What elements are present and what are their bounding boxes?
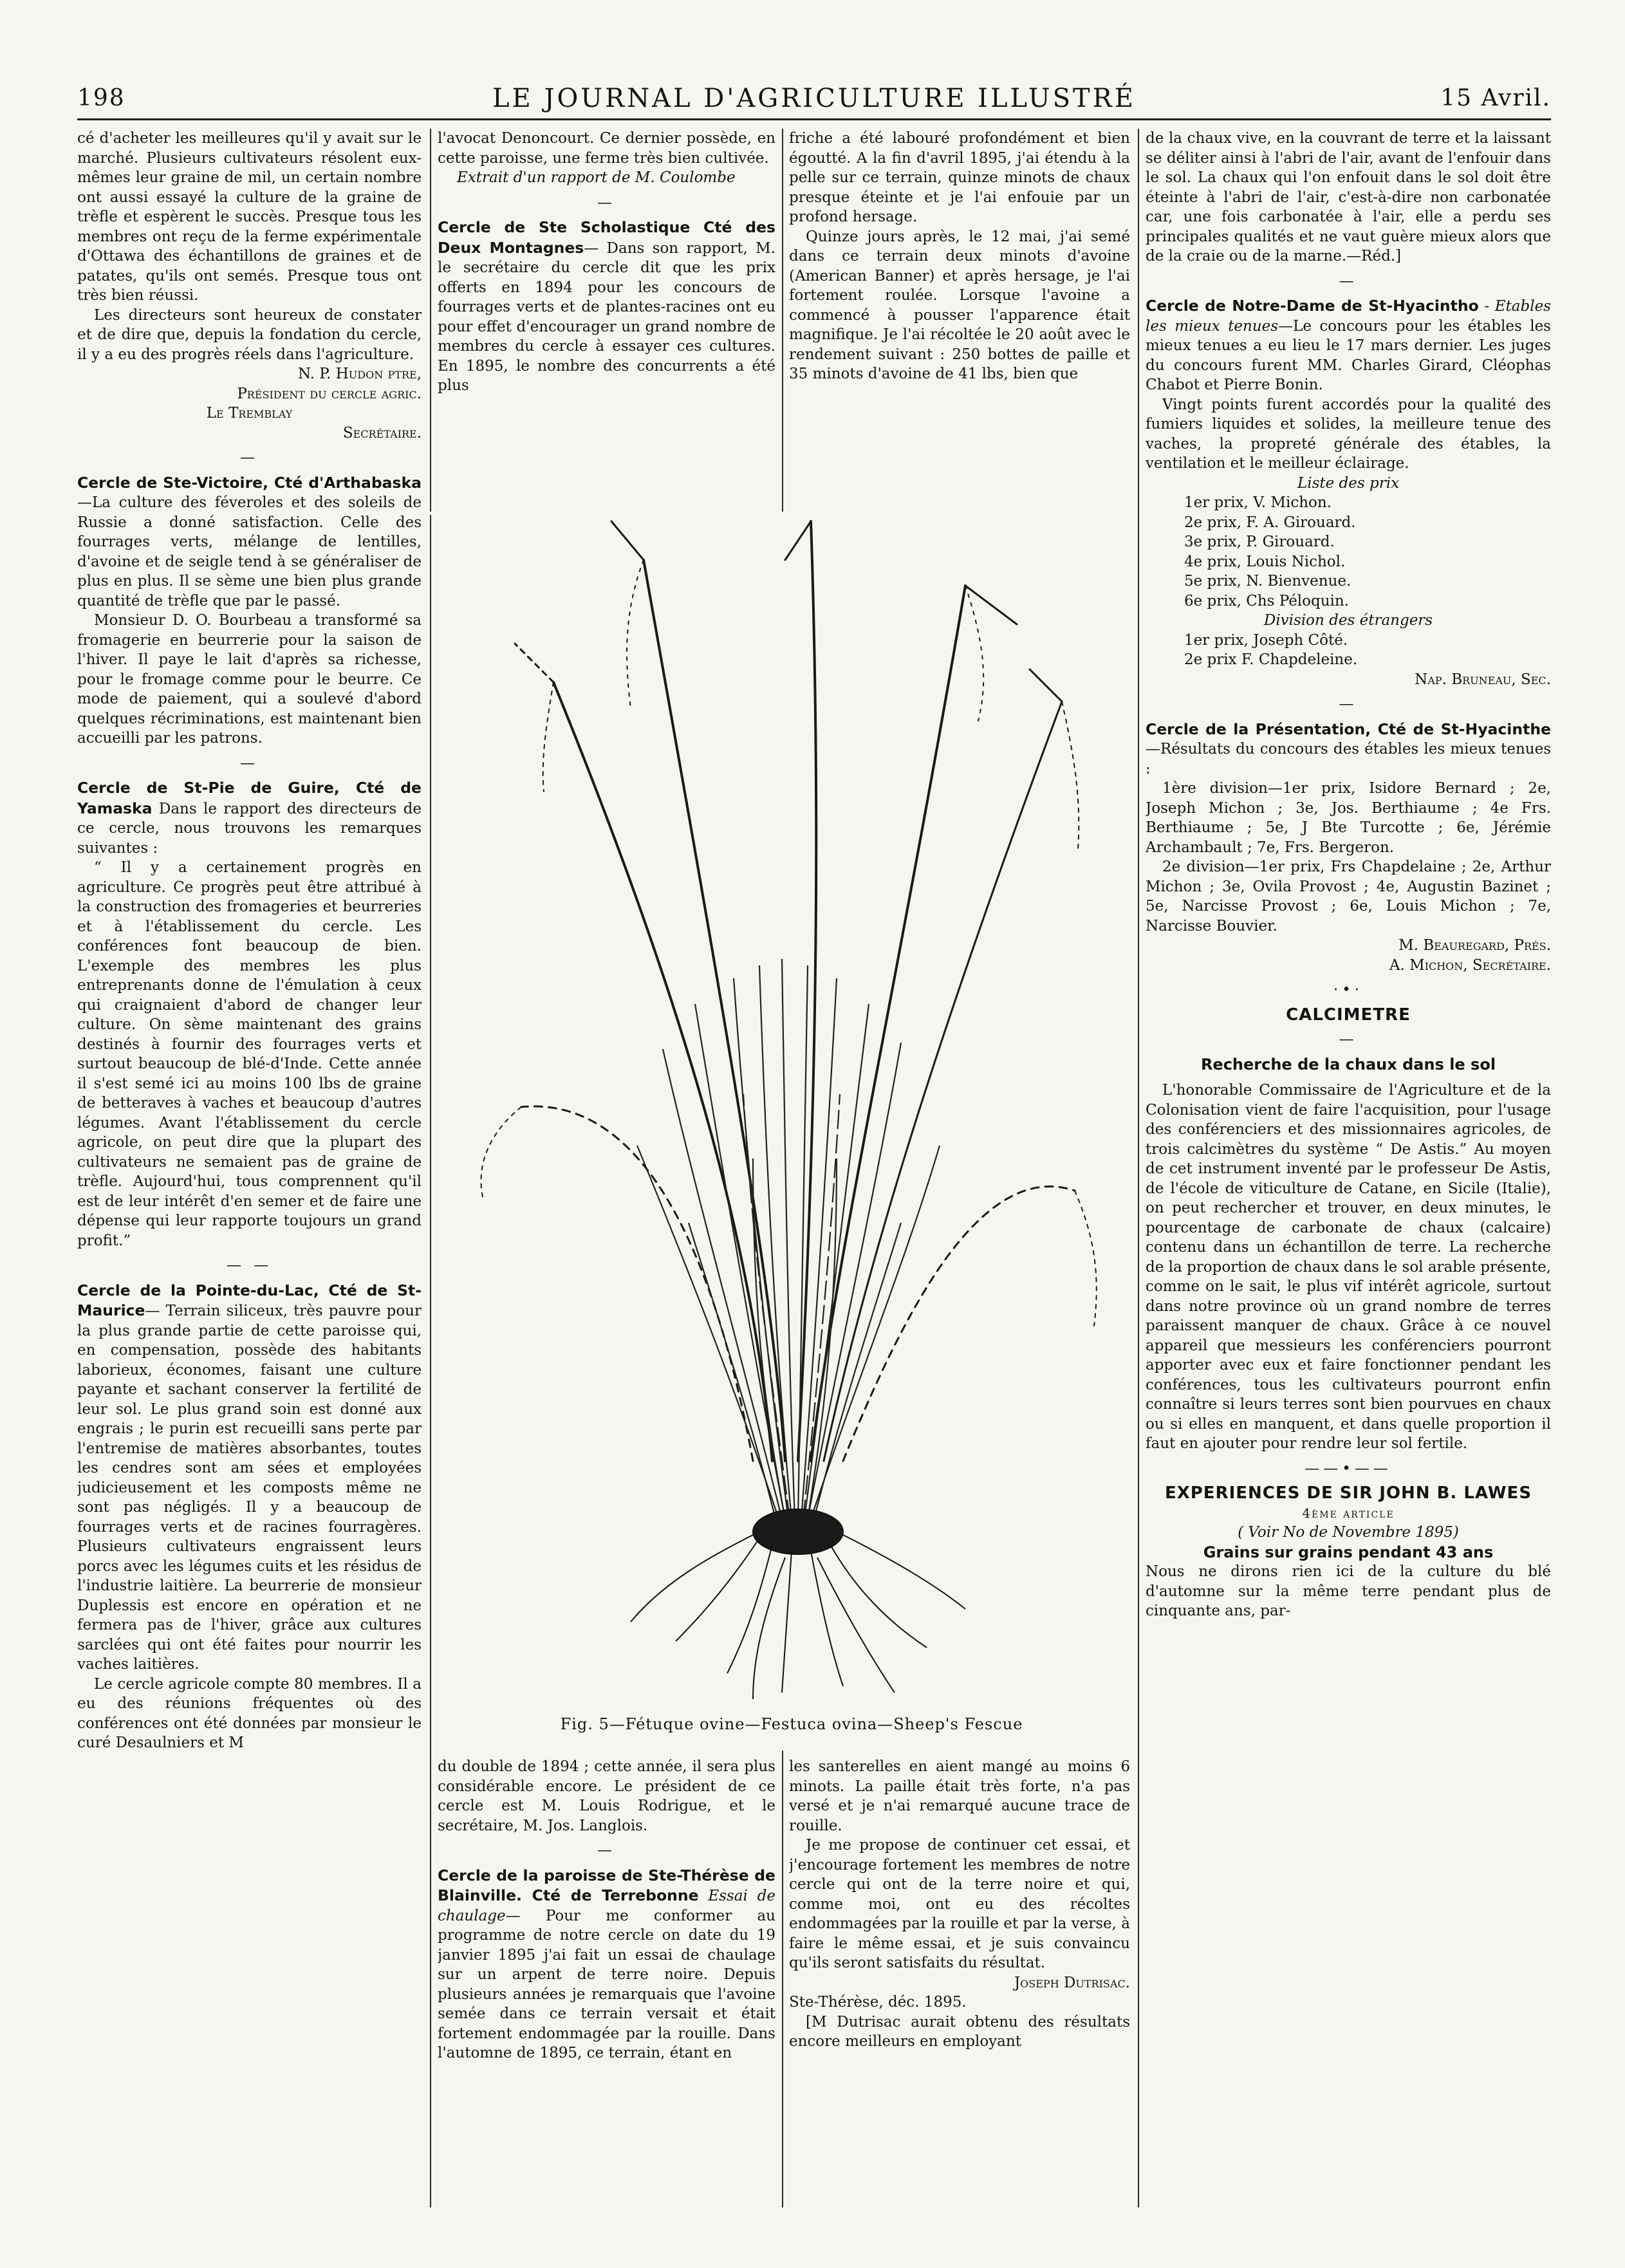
section-heading: Cercle de la paroisse de Ste-Thérèse de Blainville. Cté de Terrebonne — [438, 1866, 775, 1904]
list-title: Division des étrangers — [1263, 612, 1433, 629]
section-subtitle: Recherche de la chaux dans le sol — [1200, 1055, 1496, 1074]
page-number: 198 — [77, 85, 125, 111]
running-head — [77, 82, 1551, 121]
signature: M. Beauregard, Prés. — [1398, 937, 1551, 954]
paragraph: Monsieur D. O. Bourbeau a transformé sa fromagerie en beurrerie pour la saison de l'hiver. Il paye le lait d'après sa richesse, pour le fromage comme pour le beurre. Ce mode de paiement, qui a soulevé d'abord quelques récriminations, est maintenant bien accueilli par les patrons. — [77, 612, 422, 747]
separator: ——•—— — [1305, 1460, 1392, 1477]
signature-title: Président du cercle agric. — [237, 385, 422, 402]
signature-place: Ste-Thérèse, déc. 1895. — [789, 1994, 967, 2011]
paragraph: 1ère division—1er prix, Isidore Bernard ; 2e, Joseph Michon ; 3e, Jos. Berthiaume ; 4e Frs. Berthiaume ; 5e, J Bte Turcotte ; 6e, Jérémie Archambault ; 7e, Frs. Bergeron. — [1146, 780, 1551, 856]
paragraph: Cercle de Notre-Dame de St-Hyacintho - Etables les mieux tenues—Le concours pour les étables les mieux tenues a eu lieu le 17 mars dernier. Les juges du concours furent MM. Charles Girard, Cléophas Chabot et Pierre Bonin. — [1146, 297, 1551, 393]
paragraph: Les directeurs sont heureux de constater et de dire que, depuis la fondation du cercle, il y a eu des progrès réels dans l'agriculture. — [77, 306, 422, 363]
paragraph: du double de 1894 ; cette année, il sera plus considérable encore. Le président de ce cercle est M. Louis Rodrigue, et le secrétaire, M. Jos. Langlois. — [438, 1758, 775, 1834]
paragraph: 2e division—1er prix, Frs Chapdelaine ; 2e, Arthur Michon ; 3e, Ovila Provost ; 4e, Augustin Bazinet ; 5e, Narcisse Provost ; 6e, Louis Michon ; 7e, Narcisse Bouvier. — [1146, 859, 1551, 934]
list-item: 2e prix F. Chapdeleine. — [1184, 651, 1358, 668]
fescue-illustration — [450, 515, 1126, 1712]
column-rule — [430, 129, 431, 512]
paragraph: “ Il y a certainement progrès en agriculture. Ce progrès peut être attribué à la construction des fromageries et beurreries et à l'établissement du cercle. Les conférences font beaucoup de bien. L'exemple des membres les plus entreprenants donne de l'émulation à ceux qui craignaient d'abord de changer leur culture. On sème maintenant des grains destinés à fournir des fourrages verts et surtout beaucoup de blé-d'Inde. Cette année il s'est semé ici au moins 100 lbs de graine de betteraves à vaches et beaucoup d'autres légumes. Avant l'établissement du cercle agricole, on peut dire que la plupart des cultivateurs ne semaient pas de graine de trèfle. Aujourd'hui, tous comprennent qu'il est de leur intérêt d'en semer et de faire une dépense qui leur rapporte toujours un grand profit.” — [77, 859, 422, 1249]
list-item: 2e prix, F. A. Girouard. — [1184, 514, 1356, 531]
separator: — — [1339, 696, 1358, 712]
paragraph — [438, 218, 775, 396]
paragraph — [77, 473, 422, 611]
paragraph — [1146, 720, 1551, 779]
list-item: 6e prix, Chs Péloquin. — [1184, 592, 1350, 609]
paragraph: Le cercle agricole compte 80 membres. Il a eu des réunions fréquentes où des conférences ont été données par monsieur le curé Desaulniers et M — [77, 1675, 422, 1751]
editor-note: [M Dutrisac aurait obtenu des résultats encore meilleurs en employant — [789, 2013, 1130, 2050]
section-heading: Cercle de la Présentation, Cté de St-Hyacinthe — [1146, 720, 1551, 738]
signature: Nap. Bruneau, Sec. — [1415, 671, 1551, 688]
separator: — — [1339, 1031, 1358, 1048]
column-3-bottom — [789, 1757, 1130, 2208]
separator: — — [597, 194, 616, 211]
column-2-top — [438, 129, 775, 512]
paragraph-text: — Terrain siliceux, très pauvre pour la plus grande partie de cette paroisse qui, en compensation, possède des habitants laborieux, économes, faisant une culture payante et sachant conserver la fertilité de leur sol. Le plus grand soin est donné aux engrais ; le purin est recueilli sans perte par l'entremise de matières absorbantes, toutes les cendres sont am sées et employées judicieusement et les composts même ne sont pas négligés. Il y a beaucoup de fourrages verts et de racines fourragères. Plusieurs cultivateurs engraissent leurs porcs avec les légumes cuits et les résidus de l'industrie laitière. La beurrerie de monsieur Duplessis est encore en opération et ne fermera pas de l'hiver, grâce aux cultures sarclées qui ont été faites pour nourrir les vaches laitières. — [77, 1303, 422, 1673]
column-rule — [1138, 129, 1139, 2208]
subject: Etables les mieux tenues — [1146, 298, 1551, 335]
roots — [631, 1509, 965, 1699]
prize-list — [1146, 493, 1551, 611]
signature-title: Secrétaire. — [342, 424, 422, 442]
grass-drawing — [450, 515, 1126, 1712]
separator: — — [597, 1842, 616, 1859]
paragraph: friche a été labouré profondément et bien égoutté. A la fin d'avril 1895, j'ai étendu à la pelle sur ce terrain, quinze minots de chaux presque éteinte et je l'ai enfouie par un profond hersage. — [789, 130, 1130, 225]
paragraph: de la chaux vive, en la couvrant de terre et la laissant se déliter ainsi à l'abri de l'air, avant de l'enfouir dans le sol. La chaux qui l'on enfouit dans le sol doit être éteinte à l'abri de l'air, c'est-à-dire non carbonatée car, une fois carbonatée à l'air, elle a perdu ses principales qualités et ne vaut guère mieux alors que de la craie ou de la marne.—Réd.] — [1146, 130, 1551, 265]
column-rule — [782, 129, 783, 512]
signature: Le Tremblay — [206, 405, 293, 422]
signature: Joseph Dutrisac. — [1014, 1974, 1130, 1991]
list-item: 1er prix, V. Michon. — [1184, 494, 1332, 511]
separator: — — [1339, 272, 1358, 290]
section-heading: Cercle de la Pointe-du-Lac, Cté de St-Maurice — [77, 1281, 422, 1319]
issue-date: 15 Avril. — [1440, 85, 1551, 111]
prize-list — [1146, 631, 1551, 670]
paragraph: cé d'acheter les meilleures qu'il y avait sur le marché. Plusieurs cultivateurs résolent eux-mêmes leur graine de mil, un certain nombre ont aussi essayé la culture de la graine de trèfle et espèrent le succès. Presque tous les membres ont reçu de la ferme expérimentale d'Ottawa des échantillons de graines et de patates, qu'ils ont semés. Presque tous ont très bien réussi. — [77, 130, 422, 304]
paragraph — [77, 778, 422, 858]
signature: A. Michon, Secrétaire. — [1389, 956, 1551, 974]
separator: — — — [226, 1257, 273, 1274]
list-item: 3e prix, P. Girouard. — [1184, 534, 1335, 550]
section-heading: Cercle de Ste Scholastique Cté des Deux Montagnes — [438, 218, 775, 257]
paragraph-text: —Le concours pour les étables les mieux tenues a eu lieu le 17 mars dernier. Les juges du concours furent MM. Charles Girard, Cléophas Chabot et Pierre Bonin. — [1146, 317, 1551, 393]
grass-tuft — [637, 959, 940, 1519]
journal-title: LE JOURNAL D'AGRICULTURE ILLUSTRÉ — [492, 84, 1136, 113]
section-heading: Cercle de Ste-Victoire, Cté d'Arthabaska — [77, 473, 422, 492]
paragraph-text: — Dans son rapport, M. le secrétaire du cercle dit que les prix offerts en 1894 pour les concours de fourrages verts et de plantes-racines ont eu pour effet d'encourager un grand nombre de membres du cercle à essayer ces cultures. En 1895, le nombre des concurrents a été plus — [438, 239, 775, 394]
paragraph-text: Dans le rapport des directeurs de ce cercle, nous trouvons les remarques suivantes : — [77, 800, 422, 857]
list-item: 1er prix, Joseph Côté. — [1184, 631, 1348, 649]
list-title: Liste des prix — [1297, 474, 1400, 492]
column-4 — [1146, 129, 1551, 2208]
section-title: CALCIMETRE — [1286, 1005, 1411, 1025]
paragraph: L'honorable Commissaire de l'Agriculture et de la Colonisation vient de faire l'acquisition, pour l'usage des conférenciers et des missionnaires agricoles, de trois calcimètres du système “ De Astis.” Au moyen de cet instrument inventé par le professeur De Astis, de l'école de viticulture de Catane, en Sicile (Italie), on peut rechercher et trouver, en deux minutes, le pourcentage de carbonate de chaux (calcaire) contenu dans un échantillon de terre. La recherche de la proportion de chaux dans le sol arable présente, comme on le sait, le plus vif intérêt agricole, surtout dans notre province où un grand nombre de terres paraissent manquer de chaux. Grâce à ce nouvel appareil que messieurs les conférenciers pourront apporter avec eux et faire fonctionner pendant les conférences, tous les cultivateurs pourront enfin connaître si leurs terres sont bien pourvues en chaux ou si elles en manquent, et dans quelle proportion il faut en ajouter pour rendre leur sol fertile. — [1146, 1082, 1551, 1452]
paragraph-text: —Résultats du concours des étables les mieux tenues : — [1146, 741, 1551, 777]
column-2-bottom — [438, 1757, 775, 2208]
figure-caption: Fig. 5—Fétuque ovine—Festuca ovina—Sheep's Fescue — [560, 1715, 1023, 1733]
header-rule — [77, 118, 1551, 120]
separator: ·•· — [1333, 981, 1364, 998]
paragraph: Je me propose de continuer cet essai, et j'encourage fortement les membres de notre cercle qui ont de la terre noire et qui, comme moi, ont eu des récoltes endommagées par la rouille et par la verse, à faire le même essai, et je suis convaincu qu'ils seront satisfaits du résultat. — [789, 1837, 1130, 1971]
separator: — — [240, 449, 259, 466]
column-rule — [782, 1751, 783, 2208]
paragraph: les santerelles en aient mangé au moins 6 minots. La paille était très forte, n'a pas versé et je n'ai remarqué aucune trace de rouille. — [789, 1758, 1130, 1834]
source-note: Extrait d'un rapport de M. Coulombe — [457, 169, 736, 186]
paragraph: Quinze jours après, le 12 mai, j'ai semé dans ce terrain deux minots d'avoine (American Banner) et après hersage, je l'ai fortement roulée. Lorsque l'avoine a commencé à pousser l'apparence était magnifique. Je l'ai récoltée le 20 août avec le rendement suivant : 250 bottes de paille et 35 minots d'avoine de 41 lbs, bien que — [789, 228, 1130, 382]
article-number: 4ème article — [1302, 1505, 1395, 1521]
column-3-top — [789, 129, 1130, 512]
cross-reference: ( Voir No de Novembre 1895) — [1238, 1524, 1459, 1541]
paragraph-text: —La culture des féveroles et des soleils de Russie a donné satisfaction. Celle des fourrages verts, mélange de lentilles, d'avoine et de seigle tend à se généraliser de plus en plus. Il se sème une bien plus grande quantité de trèfle que par le passé. — [77, 494, 422, 609]
paragraph: l'avocat Denoncourt. Ce dernier possède, en cette paroisse, une ferme très bien cultivée. — [438, 130, 775, 167]
section-heading: Cercle de St-Pie de Guire, Cté de Yamaska — [77, 779, 422, 817]
paragraph-text: — Pour me conformer au programme de notre cercle on date du 19 janvier 1895 j'ai fait un essai de chaulage sur un arpent de terre noire. Depuis plusieurs années je remarquais que l'avoine semée dans ce terrain versait et était fortement endommagée par la rouille. Dans l'automne de 1895, ce terrain, étant en — [438, 1907, 775, 2061]
paragraph: Vingt points furent accordés pour la qualité des fumiers liquides et solides, la meilleure tenue des vaches, la propreté générale des étables, la ventilation et le meilleur éclairage. — [1146, 396, 1551, 472]
section-title: EXPERIENCES DE SIR JOHN B. LAWES — [1164, 1483, 1532, 1503]
paragraph: Nous ne dirons rien ici de la culture du blé d'automne sur la même terre pendant plus de cinquante ans, par- — [1146, 1563, 1551, 1619]
list-item: 5e prix, N. Bienvenue. — [1184, 573, 1351, 590]
separator: — — [240, 754, 259, 772]
paragraph — [77, 1281, 422, 1675]
section-subtitle: Grains sur grains pendant 43 ans — [1203, 1543, 1494, 1561]
column-rule — [430, 1751, 431, 2208]
column-1 — [77, 129, 422, 2208]
paragraph — [438, 1866, 775, 2063]
subject: Essai de chaulage — [438, 1888, 775, 1924]
list-item: 4e prix, Louis Nichol. — [1184, 553, 1346, 570]
section-heading: Cercle de Notre-Dame de St-Hyacintho — [1146, 297, 1479, 315]
signature: N. P. Hudon ptre, — [298, 366, 422, 382]
column-rule — [430, 515, 431, 1751]
